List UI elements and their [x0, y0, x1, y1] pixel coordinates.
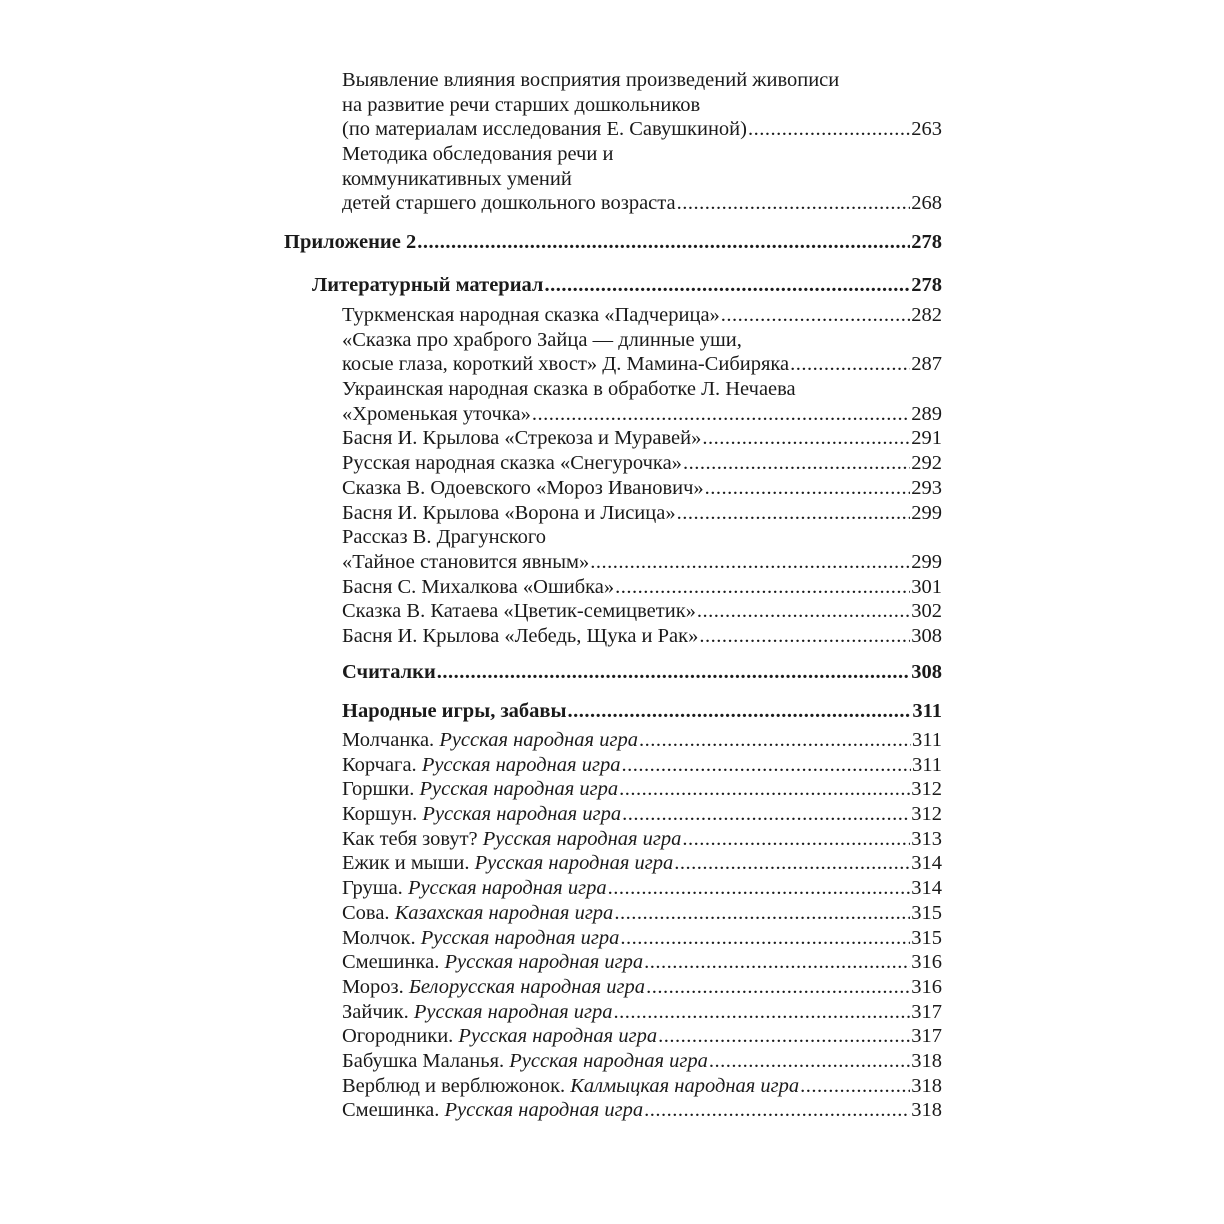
game-origin: Русская народная игра	[422, 803, 622, 826]
page-number: 263	[911, 118, 942, 141]
page-number: 268	[911, 192, 942, 215]
game-name: Смешинка.	[342, 951, 445, 974]
toc-section-literary	[312, 273, 942, 298]
page-number: 308	[911, 661, 942, 683]
toc-line	[342, 426, 942, 451]
game-name: Как тебя зовут?	[342, 827, 483, 850]
game-name: Груша.	[342, 877, 408, 900]
page-number: 287	[911, 353, 942, 376]
game-origin: Русская народная игра	[444, 1099, 644, 1122]
game-origin: Калмыцкая народная игра	[570, 1074, 800, 1097]
toc-entry	[342, 476, 942, 501]
game-origin: Русская народная игра	[439, 729, 638, 751]
toc-entry	[342, 728, 942, 753]
toc-entry	[342, 328, 942, 377]
game-title	[342, 851, 673, 876]
toc-line	[284, 230, 942, 255]
dot-leader	[620, 926, 910, 951]
dot-leader	[646, 975, 910, 1000]
dot-leader	[639, 728, 911, 753]
page-number: 311	[912, 753, 942, 776]
page-number: 301	[911, 575, 942, 598]
page-number: 308	[911, 624, 942, 647]
page-number: 289	[911, 402, 942, 425]
toc-entry	[342, 1074, 942, 1099]
toc-entry	[342, 827, 942, 852]
game-name: Мороз.	[342, 975, 409, 998]
page-number: 302	[911, 600, 942, 623]
game-name: Огородники.	[342, 1025, 459, 1048]
literary-items	[342, 303, 942, 649]
entry-title-line: коммуникативных умений	[342, 167, 572, 190]
game-name: Сова.	[342, 901, 395, 924]
entry-title-line: Туркменская народная сказка «Падчерица»	[342, 304, 720, 326]
section-title: Приложение 2	[284, 231, 417, 253]
game-title	[342, 728, 638, 753]
game-title	[342, 1024, 657, 1049]
toc-entry	[342, 926, 942, 951]
page-number: 318	[911, 1049, 942, 1072]
entry-title-line: «Хроменькая уточка»	[342, 402, 531, 425]
entry-title-line: (по материалам исследования Е. Савушкиной)	[342, 118, 747, 141]
dot-leader	[437, 660, 910, 685]
toc-line	[342, 501, 942, 526]
dot-leader	[532, 402, 910, 427]
toc-line	[342, 167, 942, 192]
toc-entry	[342, 501, 942, 526]
entry-title-line: Басня С. Михалкова «Ошибка»	[342, 575, 615, 598]
dot-leader	[682, 827, 910, 852]
game-name: Ежик и мыши.	[342, 852, 475, 875]
game-title	[342, 926, 619, 951]
section-title: Народные игры, забавы	[342, 700, 567, 722]
toc-line	[342, 117, 942, 142]
game-name: Бабушка Маланья.	[342, 1049, 510, 1072]
toc-entry	[342, 575, 942, 600]
dot-leader	[677, 501, 911, 526]
toc-entry	[342, 1098, 942, 1123]
dot-leader	[590, 550, 910, 575]
game-title	[342, 802, 621, 827]
dot-leader	[544, 273, 910, 298]
game-name: Зайчик.	[342, 1000, 414, 1023]
toc-entry	[342, 1000, 942, 1025]
entry-title-line: «Тайное становится явным»	[342, 550, 590, 573]
toc-line	[342, 550, 942, 575]
toc-entry	[342, 1049, 942, 1074]
game-origin: Русская народная игра	[444, 951, 644, 974]
page-number: 299	[911, 550, 942, 573]
page-number: 317	[911, 1025, 942, 1048]
page-number: 316	[911, 975, 942, 998]
game-name: Корчага.	[342, 753, 422, 776]
game-origin: Русская народная игра	[482, 827, 682, 850]
game-origin: Казахская народная игра	[394, 901, 614, 924]
section-title: Считалки	[342, 661, 436, 683]
entry-title-line: на развитие речи старших дошкольников	[342, 93, 701, 116]
page-number: 312	[911, 803, 942, 826]
game-title	[342, 950, 643, 975]
dot-leader	[644, 1098, 910, 1123]
game-origin: Русская народная игра	[407, 877, 607, 900]
toc-line	[342, 451, 942, 476]
toc-entry	[342, 303, 942, 328]
toc-entry	[342, 426, 942, 451]
game-origin: Русская народная игра	[474, 852, 674, 875]
dot-leader	[709, 1049, 910, 1074]
toc-line	[342, 660, 942, 685]
entry-title-line: Русская народная сказка «Снегурочка»	[342, 452, 682, 475]
page-number: 312	[911, 778, 942, 801]
page-number: 291	[911, 427, 942, 450]
dot-leader	[748, 117, 910, 142]
toc-entry	[342, 950, 942, 975]
entry-title-line: Сказка В. Катаева «Цветик-семицветик»	[342, 600, 696, 623]
page-number: 313	[911, 827, 942, 850]
page-number: 311	[912, 700, 942, 722]
page-number: 315	[911, 926, 942, 949]
game-origin: Русская народная игра	[419, 778, 619, 801]
page-number: 318	[911, 1074, 942, 1097]
toc-line	[342, 575, 942, 600]
page-number: 318	[911, 1099, 942, 1122]
toc-entry	[342, 68, 942, 142]
dot-leader	[658, 1024, 910, 1049]
toc-line	[342, 303, 942, 328]
game-name: Горшки.	[342, 778, 420, 801]
dot-leader	[608, 876, 911, 901]
game-origin: Русская народная игра	[458, 1025, 658, 1048]
toc-entry	[342, 777, 942, 802]
dot-leader	[644, 950, 910, 975]
game-origin: Русская народная игра	[421, 753, 621, 776]
toc-section-counting	[342, 660, 942, 685]
dot-leader	[615, 575, 910, 600]
toc-line	[342, 525, 942, 550]
dot-leader	[683, 451, 910, 476]
toc-entry	[342, 451, 942, 476]
game-origin: Русская народная игра	[509, 1049, 708, 1072]
page-number: 311	[912, 729, 942, 751]
toc-line	[342, 93, 942, 118]
game-origin: Русская народная игра	[413, 1000, 613, 1023]
game-name: Молчок.	[342, 926, 421, 949]
game-title	[342, 901, 613, 926]
section-title: Литературный материал	[312, 274, 544, 296]
toc-line	[312, 273, 942, 298]
dot-leader	[699, 624, 910, 649]
toc-line	[342, 328, 942, 353]
page-number: 278	[911, 231, 942, 253]
toc-entry	[342, 525, 942, 574]
entry-title-line: косые глаза, короткий хвост» Д. Мамина-Сибиряка	[342, 353, 790, 376]
entry-title-line: детей старшего дошкольного возраста	[342, 192, 676, 215]
toc-entry	[342, 377, 942, 426]
entry-title-line: Методика обследования речи и	[342, 143, 614, 165]
entry-title-line: Басня И. Крылова «Стрекоза и Муравей»	[342, 427, 702, 450]
dot-leader	[417, 230, 910, 255]
toc-line	[342, 142, 942, 167]
dot-leader	[614, 1000, 911, 1025]
dot-leader	[800, 1074, 910, 1099]
toc-entry	[342, 753, 942, 778]
dot-leader	[622, 802, 910, 827]
game-title	[342, 1000, 613, 1025]
toc-line	[342, 402, 942, 427]
page-number: 292	[911, 452, 942, 475]
entry-title-line: Рассказ В. Драгунского	[342, 526, 546, 549]
entry-title-line: «Сказка про храброго Зайца — длинные уши,	[342, 328, 742, 351]
toc-entry	[342, 876, 942, 901]
toc-section-games	[342, 699, 942, 724]
entry-title-line: Басня И. Крылова «Лебедь, Щука и Рак»	[342, 624, 699, 647]
page-number: 282	[911, 304, 942, 326]
game-title	[342, 827, 681, 852]
toc-line	[342, 191, 942, 216]
page-number: 278	[911, 274, 942, 296]
dot-leader	[621, 753, 911, 778]
page-number: 317	[911, 1000, 942, 1023]
game-title	[342, 1074, 799, 1099]
game-name: Коршун.	[342, 803, 423, 826]
game-title	[342, 1049, 708, 1074]
page-number: 293	[911, 476, 942, 499]
game-origin: Русская народная игра	[420, 926, 620, 949]
dot-leader	[697, 599, 910, 624]
dot-leader	[614, 901, 910, 926]
games-items	[342, 728, 942, 1123]
toc-entry	[342, 901, 942, 926]
entry-title-line: Сказка В. Одоевского «Мороз Иванович»	[342, 476, 704, 499]
dot-leader	[702, 426, 910, 451]
toc-line	[342, 377, 942, 402]
page-number: 314	[911, 877, 942, 900]
toc-section-appendix	[284, 230, 942, 255]
dot-leader	[677, 191, 911, 216]
toc-line	[342, 68, 942, 93]
toc-line	[342, 699, 942, 724]
game-name: Смешинка.	[342, 1099, 445, 1122]
toc-entry	[342, 624, 942, 649]
entry-title-line: Басня И. Крылова «Ворона и Лисица»	[342, 501, 676, 524]
toc-line	[342, 352, 942, 377]
page-number: 299	[911, 501, 942, 524]
toc-entry	[342, 851, 942, 876]
toc-entry	[342, 599, 942, 624]
entry-title-line: Выявление влияния восприятия произведений живописи	[342, 69, 840, 91]
dot-leader	[619, 777, 910, 802]
game-title	[342, 876, 607, 901]
page-number: 314	[911, 852, 942, 875]
toc-line	[342, 599, 942, 624]
game-title	[342, 777, 618, 802]
entry-title-line: Украинская народная сказка в обработке Л. Нечаева	[342, 378, 796, 401]
game-title	[342, 975, 645, 1000]
toc-entry	[342, 975, 942, 1000]
toc-entry	[342, 142, 942, 216]
toc-entry	[342, 802, 942, 827]
dot-leader	[705, 476, 911, 501]
dot-leader	[568, 699, 912, 724]
page-number: 316	[911, 951, 942, 974]
game-name: Молчанка.	[342, 729, 440, 751]
dot-leader	[721, 303, 910, 328]
dot-leader	[674, 851, 910, 876]
game-origin: Белорусская народная игра	[408, 975, 646, 998]
game-title	[342, 1098, 643, 1123]
game-name: Верблюд и верблюжонок.	[342, 1074, 571, 1097]
dot-leader	[790, 352, 910, 377]
toc-line	[342, 624, 942, 649]
game-title	[342, 753, 620, 778]
toc-entry	[342, 1024, 942, 1049]
toc-line	[342, 476, 942, 501]
page-number: 315	[911, 901, 942, 924]
